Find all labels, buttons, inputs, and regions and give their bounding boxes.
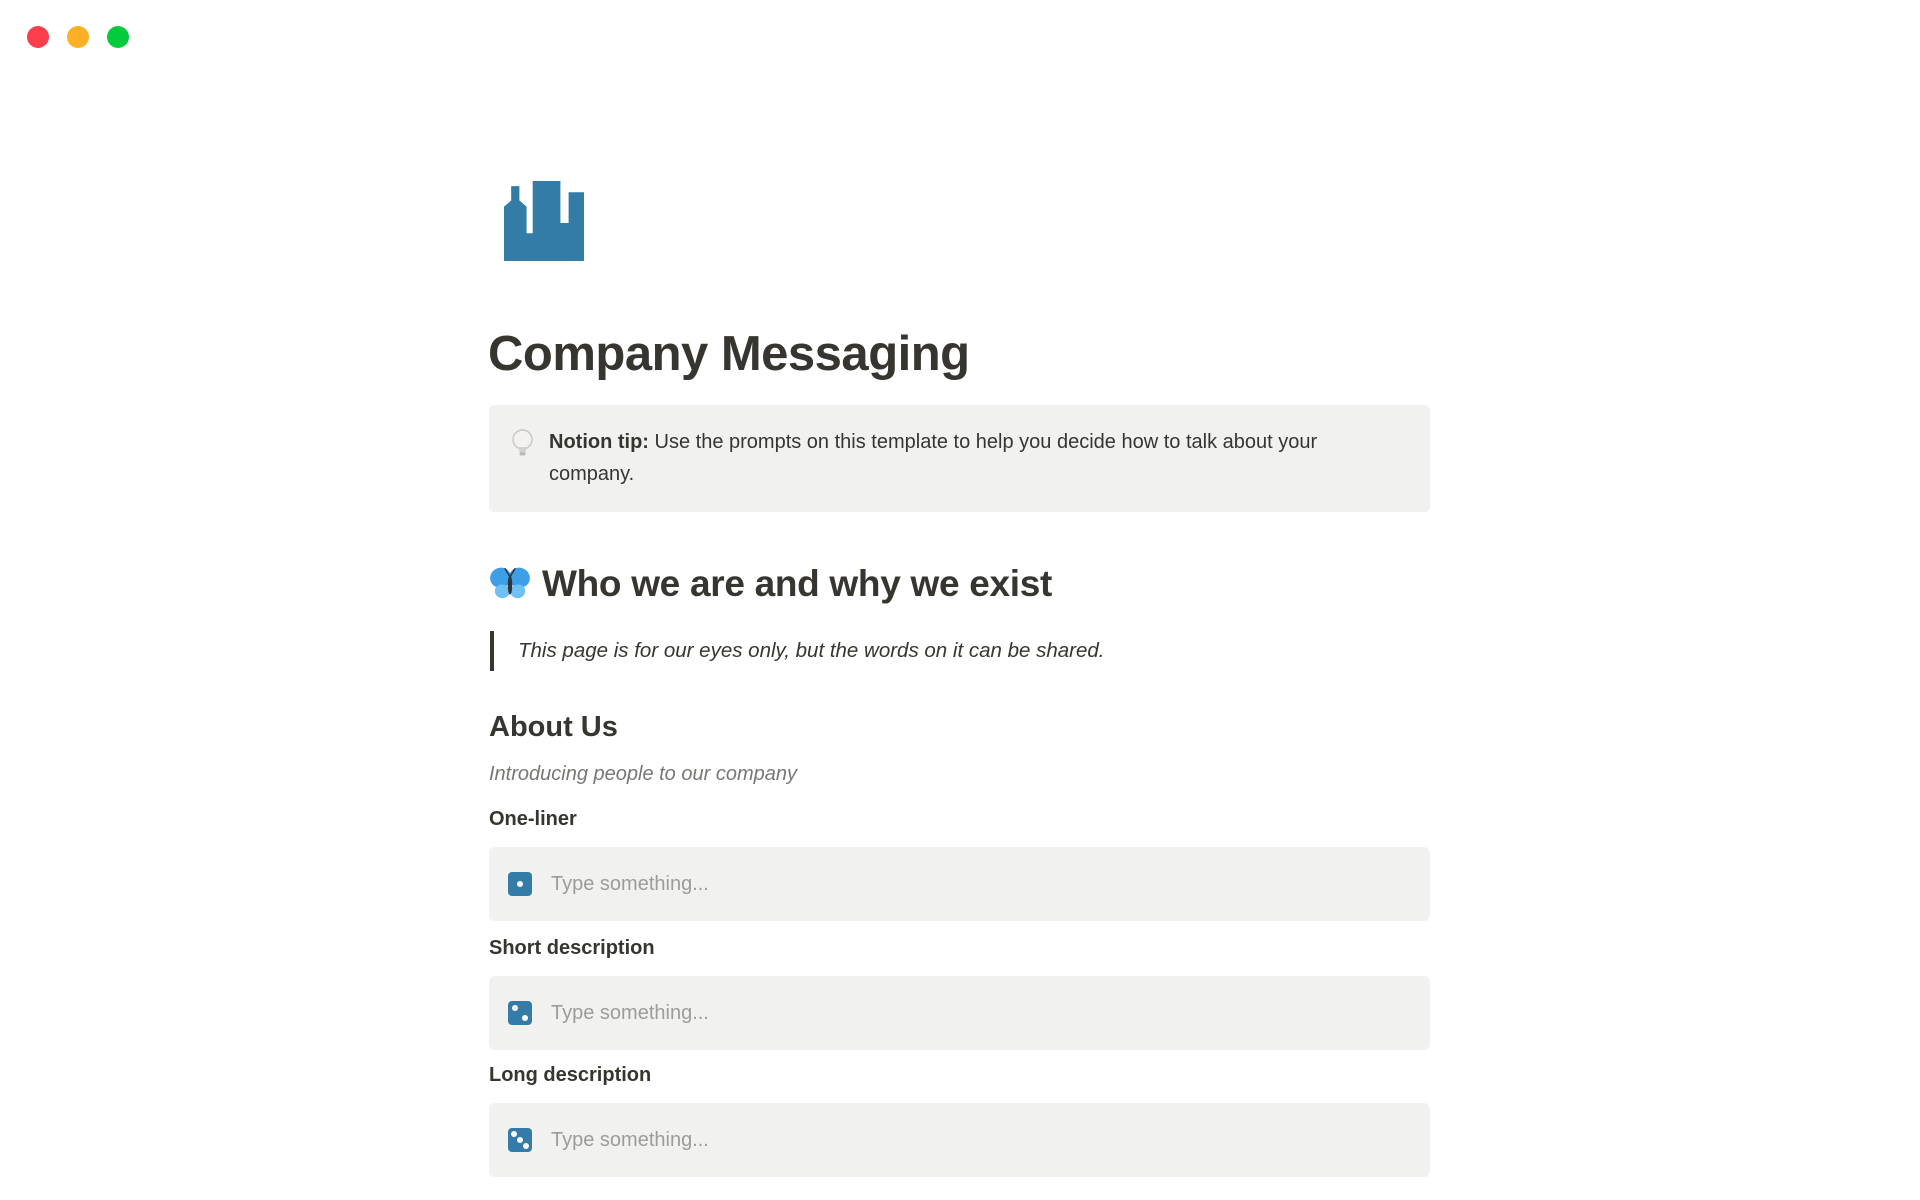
callout-bold-label: Notion tip: — [549, 431, 649, 453]
section-subtitle[interactable]: Introducing people to our company — [489, 763, 797, 785]
die-one-icon — [508, 872, 532, 896]
callout-body-text: Use the prompts on this template to help you decide how to talk about your company. — [549, 431, 1318, 485]
section-heading-row[interactable] — [489, 563, 1052, 605]
close-button[interactable] — [27, 26, 49, 48]
section-heading: Who we are and why we exist — [542, 563, 1053, 604]
quote-block[interactable] — [490, 631, 1104, 671]
page-icon-city-buildings[interactable] — [504, 181, 584, 261]
window-controls — [27, 26, 129, 48]
minimize-button[interactable] — [67, 26, 89, 48]
die-three-icon — [508, 1128, 532, 1152]
long-description-placeholder: Type something... — [551, 1128, 709, 1151]
field-label-short-description[interactable]: Short description — [489, 937, 655, 959]
die-two-icon — [508, 1001, 532, 1025]
page-title[interactable]: Company Messaging — [488, 327, 970, 381]
quote-text: This page is for our eyes only, but the words on it can be shared. — [518, 639, 1105, 662]
one-liner-placeholder: Type something... — [551, 872, 709, 895]
short-description-placeholder: Type something... — [551, 1001, 709, 1024]
butterfly-icon — [489, 563, 531, 605]
light-bulb-icon — [510, 429, 535, 458]
notion-tip-callout[interactable] — [489, 405, 1430, 512]
quote-bar — [490, 631, 494, 671]
field-label-long-description[interactable]: Long description — [489, 1064, 652, 1086]
callout-text — [549, 426, 1406, 490]
about-us-heading[interactable]: About Us — [489, 711, 618, 743]
field-label-one-liner[interactable]: One-liner — [489, 808, 577, 830]
one-liner-input[interactable] — [489, 847, 1430, 921]
city-buildings-icon — [504, 181, 584, 261]
long-description-input[interactable] — [489, 1103, 1430, 1177]
zoom-button[interactable] — [107, 26, 129, 48]
short-description-input[interactable] — [489, 976, 1430, 1050]
